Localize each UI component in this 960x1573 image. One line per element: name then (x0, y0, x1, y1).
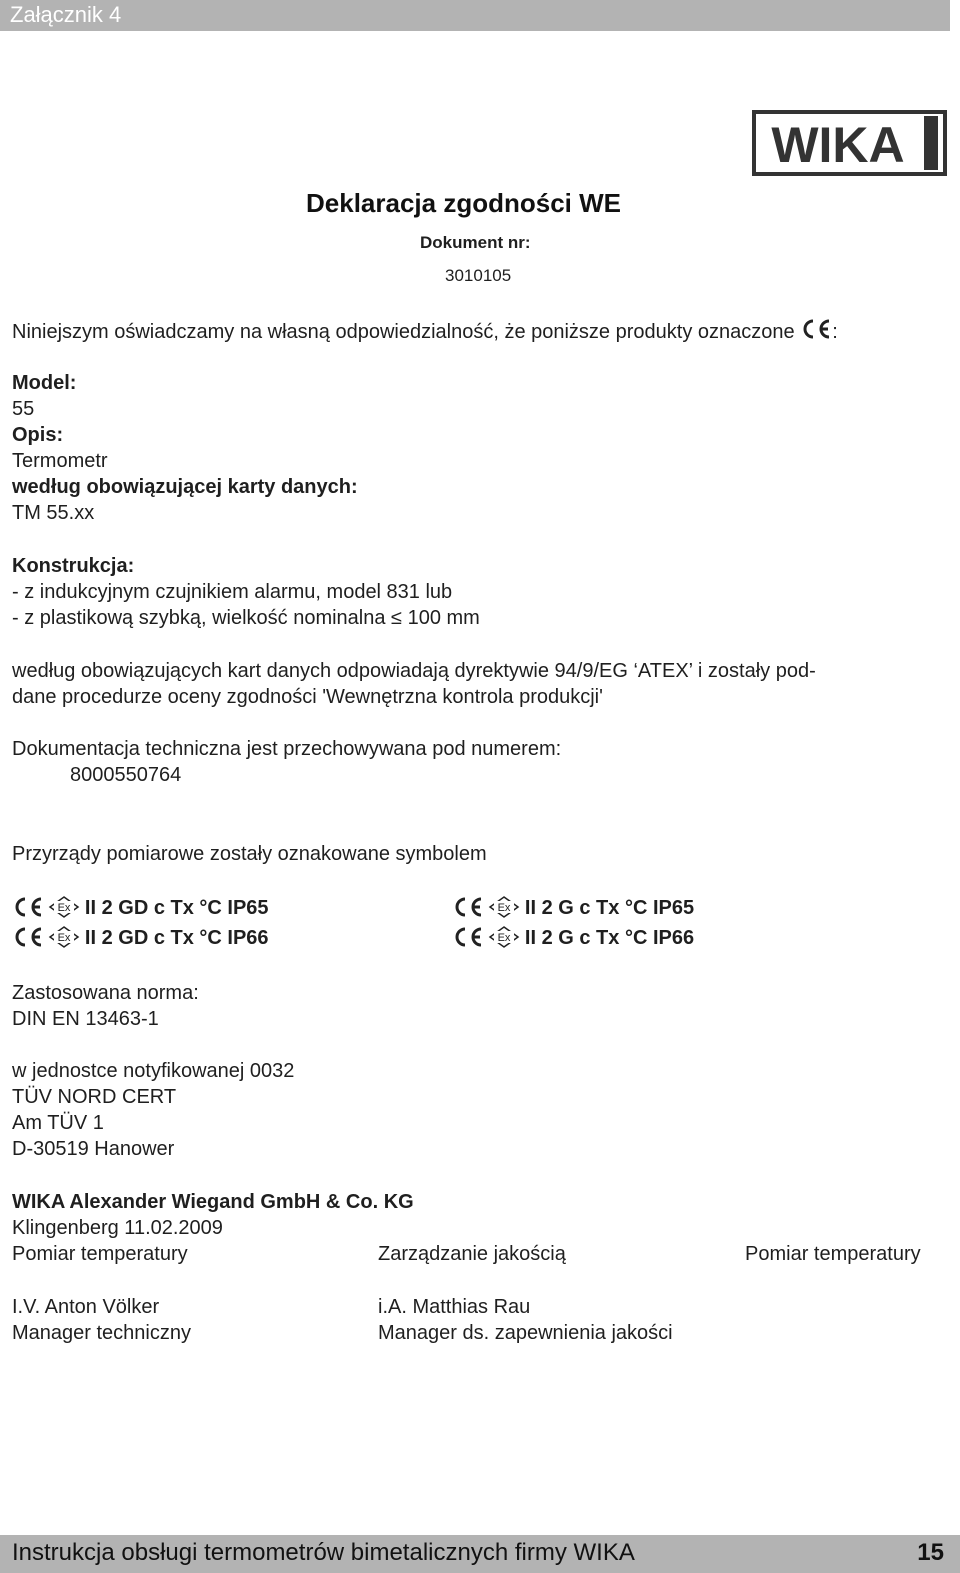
page-number: 15 (917, 1539, 944, 1566)
marking-right: II 2 G c Tx °C IP66 (524, 927, 695, 949)
svg-text:Ex: Ex (498, 902, 511, 915)
header-bar (0, 0, 950, 31)
directive-text: według obowiązujących kart danych odpowiadają dyrektywie 94/9/EG ‘ATEX’ i zostały pod- (12, 660, 816, 682)
department-1: Pomiar temperatury (12, 1243, 188, 1265)
svg-text:Ex: Ex (58, 902, 71, 915)
ex-mark-icon (488, 925, 520, 954)
signatory-1-name: I.V. Anton Völker (12, 1296, 160, 1318)
marking-intro: Przyrządy pomiarowe zostały oznakowane symbolem (12, 843, 487, 865)
documentation-label: Dokumentacja techniczna jest przechowywana pod numerem: (12, 738, 562, 760)
notified-body-line: Am TÜV 1 (12, 1112, 104, 1134)
marking-row (12, 895, 269, 924)
description-label: Opis: (12, 424, 64, 446)
ce-mark-icon (452, 926, 484, 953)
datasheet-value: TM 55.xx (12, 502, 95, 524)
intro-sentence: Niniejszym oświadczamy na własną odpowiedzialność, że poniższe produkty oznaczone (12, 320, 795, 343)
datasheet-label: według obowiązującej karty danych: (12, 476, 358, 498)
page-title: Deklaracja zgodności WE (306, 188, 621, 218)
ex-mark-icon (48, 925, 80, 954)
document-number: 3010105 (445, 266, 512, 285)
intro-suffix: : (832, 320, 838, 343)
wika-logo (752, 110, 947, 176)
ce-mark-icon (800, 318, 832, 347)
notified-body-line: w jednostce notyfikowanej 0032 (12, 1060, 295, 1082)
construction-line: - z indukcyjnym czujnikiem alarmu, model 831 lub (12, 581, 453, 603)
document-number-label: Dokument nr: (420, 233, 531, 252)
construction-label: Konstrukcja: (12, 555, 135, 577)
description-value: Termometr (12, 450, 108, 472)
footer-bar (0, 1535, 960, 1573)
model-label: Model: (12, 372, 77, 394)
svg-text:Ex: Ex (498, 932, 511, 945)
footer-text: Instrukcja obsługi termometrów bimetalicznych firmy WIKA (12, 1539, 635, 1566)
marking-row (12, 925, 269, 954)
marking-row (452, 925, 694, 954)
ex-mark-icon (48, 895, 80, 924)
standard-value: DIN EN 13463-1 (12, 1008, 159, 1030)
signatory-2-role: Manager ds. zapewnienia jakości (378, 1322, 673, 1344)
notified-body-line: D-30519 Hanower (12, 1138, 175, 1160)
logo-text: WIKA (771, 117, 905, 173)
directive-text: dane procedurze oceny zgodności 'Wewnętrzna kontrola produkcji' (12, 686, 603, 708)
marking-row (452, 895, 694, 924)
place-date: Klingenberg 11.02.2009 (12, 1217, 223, 1239)
ce-mark-icon (452, 896, 484, 923)
ce-mark-icon (12, 896, 44, 923)
header-label: Załącznik 4 (10, 2, 122, 27)
signatory-1-role: Manager techniczny (12, 1322, 191, 1344)
construction-line: - z plastikową szybką, wielkość nominalna ≤ 100 mm (12, 607, 480, 629)
marking-right: II 2 G c Tx °C IP65 (524, 897, 695, 919)
standard-label: Zastosowana norma: (12, 982, 199, 1004)
intro-text (12, 318, 838, 347)
ce-mark-icon (12, 926, 44, 953)
svg-text:Ex: Ex (58, 932, 71, 945)
signatory-2-name: i.A. Matthias Rau (378, 1296, 531, 1318)
model-value: 55 (12, 398, 35, 420)
ex-mark-icon (488, 895, 520, 924)
marking-left: II 2 GD c Tx °C IP65 (84, 897, 269, 919)
marking-left: II 2 GD c Tx °C IP66 (84, 927, 269, 949)
notified-body-line: TÜV NORD CERT (12, 1086, 177, 1108)
company-name: WIKA Alexander Wiegand GmbH & Co. KG (12, 1191, 414, 1213)
documentation-number: 8000550764 (70, 764, 182, 786)
department-2: Zarządzanie jakością (378, 1243, 566, 1265)
department-3: Pomiar temperatury (745, 1243, 921, 1265)
